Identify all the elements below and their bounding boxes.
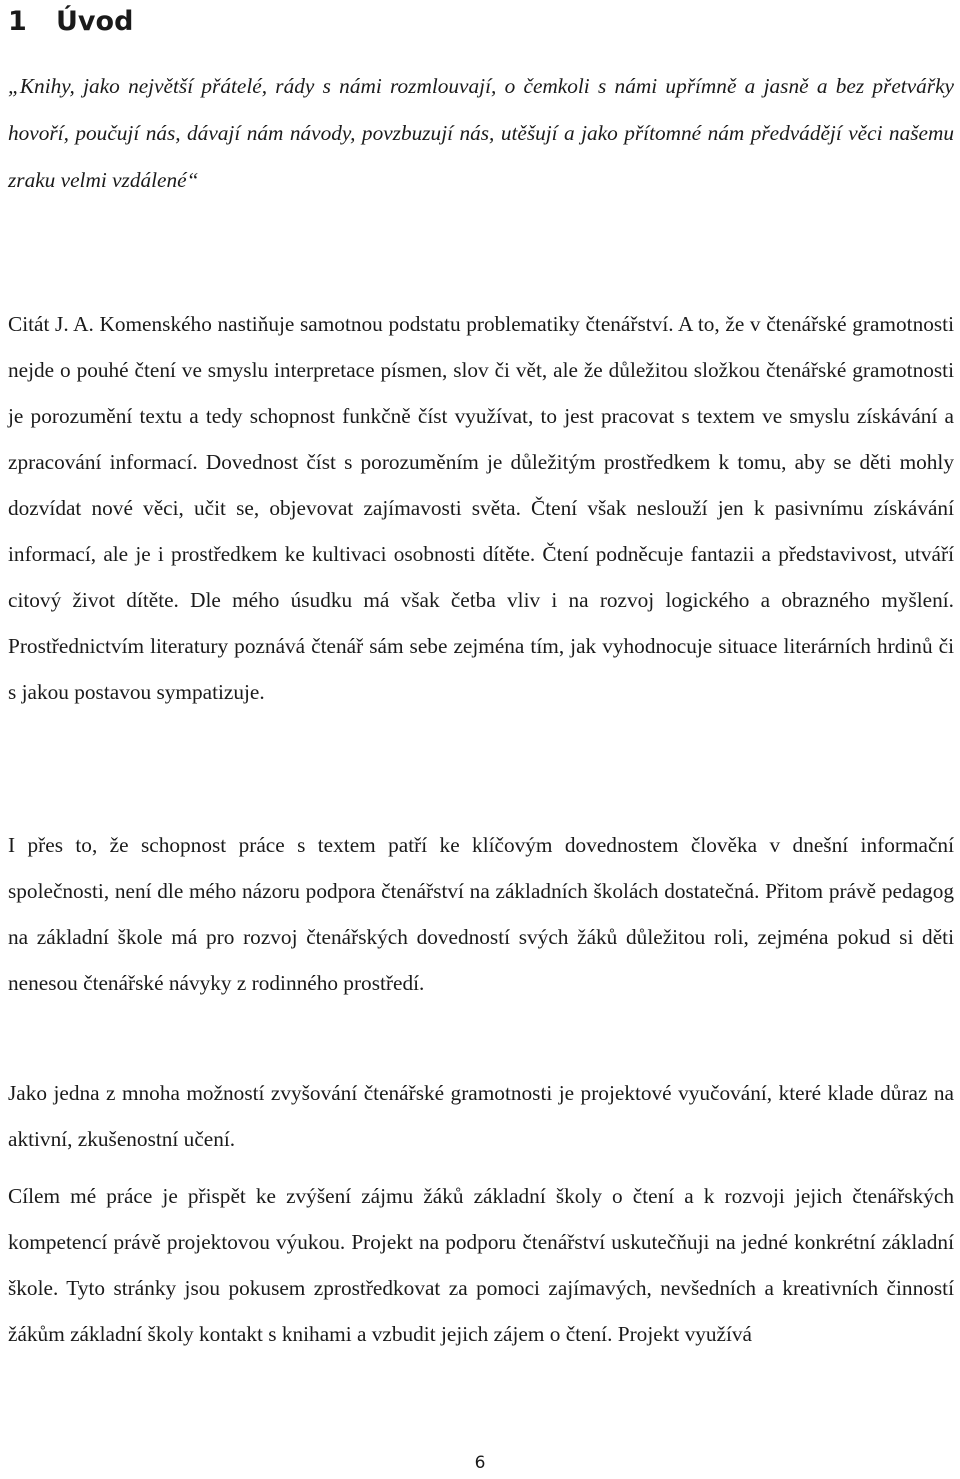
paragraph-goal: Cílem mé práce je přispět ke zvýšení zájmu žáků základní školy o čtení a k rozvoji jejich čtenářských kompetencí právě projektovou výukou. Projekt na podporu čtenářství uskutečňuji na jedné konkrétní základní škole. Tyto stránky jsou pokusem zprostředkovat za pomoci zajímavých, nevšedních a kreativních činností žákům základní školy kontakt s knihami a vzbudit jejich zájem o čtení. Projekt využívá [8,1184,954,1346]
chapter-title: Úvod [56,6,134,37]
paragraph-project-teaching: Jako jedna z mnoha možností zvyšování čtenářské gramotnosti je projektové vyučování, které klade důraz na aktivní, zkušenostní učení. [8,1081,954,1151]
paragraph-support: I přes to, že schopnost práce s textem patří ke klíčovým dovednostem člověka v dnešní informační společnosti, není dle mého názoru podpora čtenářství na základních školách dostatečná. Přitom právě pedagog na základní škole má pro rozvoj čtenářských dovedností svých žáků důležitou roli, zejména pokud si děti nenesou čtenářské návyky z rodinného prostředí. [8,833,954,995]
chapter-number: 1 [8,6,27,37]
chapter-heading [8,2,133,42]
page-number: 6 [474,1453,486,1473]
comenius-quote: „Knihy, jako největší přátelé, rády s námi rozmlouvají, o čemkoli s námi upřímně a jasně a bez přetvářky hovoří, poučují nás, dávají nám návody, povzbuzují nás, utěšují a jako přítomné nám předvádějí věci našemu zraku velmi vzdálené“ [8,74,954,192]
paragraph-introduction: Citát J. A. Komenského nastiňuje samotnou podstatu problematiky čtenářství. A to, že v čtenářské gramotnosti nejde o pouhé čtení ve smyslu interpretace písmen, slov či vět, ale že důležitou složkou čtenářské gramotnosti je porozumění textu a tedy schopnost funkčně číst využívat, to jest pracovat s textem ve smyslu získávání a zpracování informací. Dovednost číst s porozuměním je důležitým prostředkem k tomu, aby se děti mohly dozvídat nové věci, učit se, objevovat zajímavosti světa. Čtení však neslouží jen k pasivnímu získávání informací, ale je i prostředkem ke kultivaci osobnosti dítěte. Čtení podněcuje fantazii a představivost, utváří citový život dítěte. Dle mého úsudku má však četba vliv i na rozvoj logického a obrazného myšlení. Prostřednictvím literatury poznává čtenář sám sebe zejména tím, jak vyhodnocuje situace literárních hrdinů či s jakou postavou sympatizuje. [8,312,954,704]
